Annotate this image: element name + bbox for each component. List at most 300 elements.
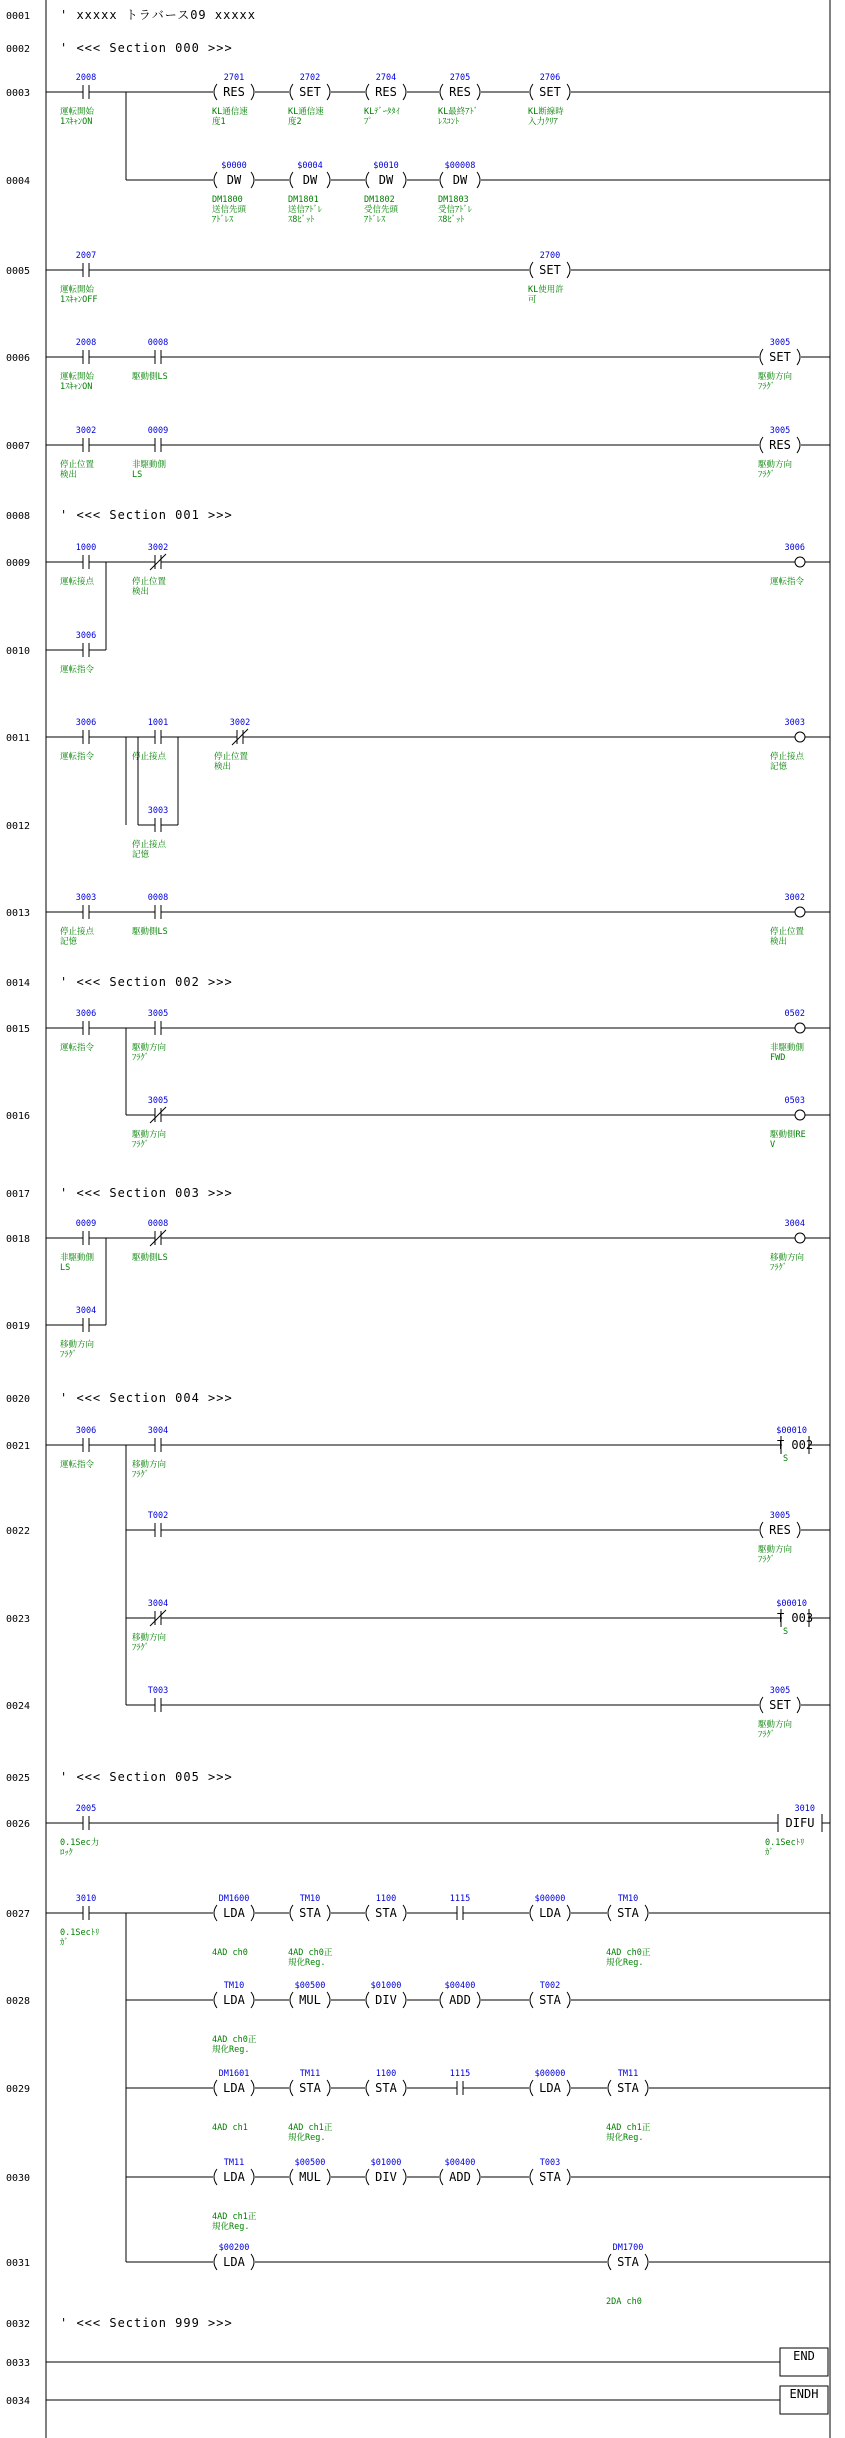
output-coil bbox=[770, 718, 805, 772]
no-contact bbox=[148, 1511, 168, 1537]
instruction-coil bbox=[363, 2069, 409, 2096]
instruction-coil bbox=[211, 161, 257, 225]
coil-left-arc bbox=[214, 84, 217, 100]
device-address: $00200 bbox=[218, 2243, 250, 2253]
device-comment: ﾌﾗｸﾞ bbox=[770, 1263, 788, 1273]
device-comment: 運転開始 bbox=[60, 372, 95, 382]
device-comment: 移動方向 bbox=[132, 1633, 167, 1643]
no-contact bbox=[60, 426, 96, 480]
coil-right-arc bbox=[403, 1992, 406, 2008]
device-address: 3002 bbox=[75, 426, 97, 436]
device-address: $0000 bbox=[221, 161, 247, 171]
rung-0018 bbox=[6, 1219, 830, 1360]
no-contact bbox=[131, 893, 168, 937]
device-comment: 可 bbox=[528, 295, 537, 305]
device-comment: 停止位置 bbox=[60, 460, 95, 470]
instruction-name: SET bbox=[539, 263, 561, 277]
coil-right-arc bbox=[403, 2169, 406, 2185]
coil-symbol bbox=[795, 907, 805, 917]
coil-left-arc bbox=[366, 1992, 369, 2008]
device-comment: 送信先頭 bbox=[212, 205, 247, 215]
instruction-coil bbox=[287, 2158, 333, 2185]
coil-left-arc bbox=[290, 2169, 293, 2185]
rung-number: 0025 bbox=[6, 1773, 31, 1784]
nc-contact bbox=[132, 1599, 168, 1653]
device-address: DM1600 bbox=[218, 1894, 250, 1904]
device-address: 3010 bbox=[75, 1894, 97, 1904]
rung-number: 0019 bbox=[6, 1321, 31, 1332]
device-comment: S bbox=[783, 1627, 789, 1637]
device-comment: 停止位置 bbox=[214, 752, 249, 762]
device-address: 2700 bbox=[539, 251, 561, 261]
device-comment: ｱﾄﾞﾚｽ bbox=[364, 215, 386, 225]
device-address: $0010 bbox=[373, 161, 399, 171]
no-contact bbox=[60, 1804, 99, 1858]
rung-number: 0017 bbox=[6, 1189, 31, 1200]
rung-number: 0009 bbox=[6, 558, 31, 569]
rung-number: 0032 bbox=[6, 2319, 31, 2330]
output-coil bbox=[770, 1219, 805, 1273]
device-address: 1100 bbox=[375, 1894, 397, 1904]
instruction-name: SET bbox=[539, 85, 561, 99]
rung-number: 0015 bbox=[6, 1024, 31, 1035]
device-comment: KL最終ｱﾄﾞ bbox=[438, 107, 478, 117]
device-address: 3006 bbox=[75, 631, 97, 641]
coil-right-arc bbox=[327, 1992, 330, 2008]
device-comment: ﾌﾟ bbox=[364, 117, 373, 127]
device-address: $00500 bbox=[294, 2158, 326, 2168]
no-contact bbox=[60, 718, 96, 762]
rung-0025 bbox=[6, 1770, 233, 1784]
section-comment: ' xxxxx トラバース09 xxxxx bbox=[60, 8, 256, 22]
rung-number: 0020 bbox=[6, 1394, 31, 1405]
coil-symbol bbox=[795, 1023, 805, 1033]
device-address: $00500 bbox=[294, 1981, 326, 1991]
coil-right-arc bbox=[567, 2169, 570, 2185]
section-comment: ' <<< Section 999 >>> bbox=[60, 2316, 233, 2330]
device-address: $00000 bbox=[534, 2069, 566, 2079]
instruction-coil bbox=[437, 1981, 483, 2008]
rung-number: 0001 bbox=[6, 11, 31, 22]
coil-left-arc bbox=[214, 2254, 217, 2270]
device-comment: 4AD ch1 bbox=[212, 2123, 248, 2133]
device-comment: LS bbox=[60, 1263, 71, 1273]
coil-right-arc bbox=[567, 262, 570, 278]
device-comment: 4AD ch1正 bbox=[288, 2123, 333, 2133]
instruction-coil bbox=[287, 73, 333, 127]
coil-right-arc bbox=[797, 437, 800, 453]
rung-number: 0033 bbox=[6, 2358, 31, 2369]
device-address: 1115 bbox=[449, 1894, 471, 1904]
rung-number: 0031 bbox=[6, 2258, 31, 2269]
device-address: 1100 bbox=[375, 2069, 397, 2079]
instruction-name: STA bbox=[299, 2081, 321, 2095]
instruction-coil bbox=[437, 161, 483, 225]
device-comment: 運転開始 bbox=[60, 107, 95, 117]
rung-number: 0011 bbox=[6, 733, 31, 744]
section-comment: ' <<< Section 005 >>> bbox=[60, 1770, 233, 1784]
device-comment: 運転指令 bbox=[60, 1460, 95, 1470]
device-comment: ﾌﾗｸﾞ bbox=[132, 1643, 150, 1653]
no-contact bbox=[60, 543, 96, 587]
device-comment: 送信ｱﾄﾞﾚ bbox=[288, 205, 323, 215]
coil-right-arc bbox=[327, 2169, 330, 2185]
coil-right-arc bbox=[645, 2254, 648, 2270]
section-comment: ' <<< Section 003 >>> bbox=[60, 1186, 233, 1200]
coil-right-arc bbox=[477, 2169, 480, 2185]
no-contact bbox=[60, 338, 96, 392]
coil-left-arc bbox=[366, 2169, 369, 2185]
device-comment: 受信ｱﾄﾞﾚ bbox=[438, 205, 473, 215]
device-comment: ﾌﾗｸﾞ bbox=[132, 1470, 150, 1480]
coil-right-arc bbox=[797, 1522, 800, 1538]
device-comment: 0.1Secﾄﾘ bbox=[60, 1928, 100, 1938]
rung-0021 bbox=[6, 1426, 830, 1740]
instruction-name: SET bbox=[299, 85, 321, 99]
instruction-coil bbox=[757, 1686, 803, 1740]
coil-symbol bbox=[795, 732, 805, 742]
device-address: $01000 bbox=[370, 1981, 402, 1991]
device-address: 3005 bbox=[769, 426, 791, 436]
instruction-name: STA bbox=[539, 1993, 561, 2007]
no-contact bbox=[60, 893, 96, 947]
device-address: 1001 bbox=[147, 718, 169, 728]
device-comment: 4AD ch0正 bbox=[288, 1948, 333, 1958]
device-address: 3006 bbox=[75, 1426, 97, 1436]
device-address: 3004 bbox=[75, 1306, 97, 1316]
rung-number: 0027 bbox=[6, 1909, 31, 1920]
rung-number: 0018 bbox=[6, 1234, 31, 1245]
no-contact bbox=[131, 1009, 168, 1063]
coil-right-arc bbox=[567, 2080, 570, 2096]
no-contact bbox=[132, 1426, 168, 1480]
device-comment: 非駆動側 bbox=[770, 1043, 805, 1053]
device-comment: 停止位置 bbox=[770, 927, 805, 937]
rung-0001 bbox=[6, 8, 256, 22]
device-comment: 運転指令 bbox=[60, 1043, 95, 1053]
coil-symbol bbox=[795, 557, 805, 567]
device-comment: KLﾃﾞｰﾀﾀｲ bbox=[364, 107, 400, 117]
rung-0009 bbox=[6, 543, 830, 675]
device-address: 0009 bbox=[75, 1219, 97, 1229]
rung-0026 bbox=[6, 1804, 830, 1858]
instruction-coil bbox=[527, 73, 573, 127]
coil-right-arc bbox=[251, 2169, 254, 2185]
device-comment: 記憶 bbox=[60, 937, 78, 947]
instruction-coil bbox=[211, 1981, 257, 2055]
device-address: $0004 bbox=[297, 161, 323, 171]
instruction-name: STA bbox=[539, 2170, 561, 2184]
instruction-coil bbox=[437, 2158, 483, 2185]
device-comment: 2DA ch0 bbox=[606, 2297, 642, 2307]
coil-right-arc bbox=[327, 2080, 330, 2096]
instruction-coil bbox=[757, 1511, 803, 1565]
rung-number: 0007 bbox=[6, 441, 31, 452]
device-comment: 停止接点 bbox=[770, 752, 805, 762]
device-comment: KL通信速 bbox=[288, 107, 324, 117]
rung-0020 bbox=[6, 1391, 233, 1405]
section-comment: ' <<< Section 002 >>> bbox=[60, 975, 233, 989]
rung-0027 bbox=[6, 1894, 830, 2307]
device-comment: 運転指令 bbox=[60, 752, 95, 762]
timer bbox=[776, 1599, 813, 1637]
coil-left-arc bbox=[214, 172, 217, 188]
instruction-coil bbox=[211, 2243, 257, 2270]
device-address: 3002 bbox=[229, 718, 251, 728]
device-address: 0008 bbox=[147, 338, 169, 348]
device-comment: ﾌﾗｸﾞ bbox=[132, 1140, 150, 1150]
end-instruction: ENDH bbox=[789, 2387, 819, 2401]
device-comment: 4AD ch0正 bbox=[212, 2035, 257, 2045]
rung-number: 0028 bbox=[6, 1996, 31, 2007]
rung-number: 0034 bbox=[6, 2396, 31, 2407]
timer-preset: $00010 bbox=[776, 1599, 807, 1609]
device-comment: 駆動側LS bbox=[132, 927, 168, 937]
rung-number: 0008 bbox=[6, 511, 31, 522]
coil-left-arc bbox=[760, 349, 763, 365]
device-address: 3004 bbox=[147, 1426, 169, 1436]
rung-number: 0026 bbox=[6, 1819, 31, 1830]
coil-right-arc bbox=[251, 1905, 254, 1921]
device-comment: ｶﾞ bbox=[60, 1938, 69, 1948]
device-address: TM10 bbox=[223, 1981, 245, 1991]
coil-right-arc bbox=[403, 84, 406, 100]
instruction-name: LDA bbox=[539, 1906, 561, 1920]
coil-left-arc bbox=[608, 2080, 611, 2096]
device-address: DM1700 bbox=[612, 2243, 644, 2253]
instruction-name: RES bbox=[769, 438, 791, 452]
instruction-coil bbox=[211, 73, 257, 127]
device-comment: 非駆動側 bbox=[132, 460, 167, 470]
device-comment: 記憶 bbox=[770, 762, 788, 772]
device-comment: 駆動方向 bbox=[758, 460, 793, 470]
device-address: 2008 bbox=[75, 338, 97, 348]
device-address: 3006 bbox=[75, 718, 97, 728]
device-address: 3003 bbox=[75, 893, 97, 903]
device-comment: 駆動側LS bbox=[132, 372, 168, 382]
device-address: 3006 bbox=[75, 1009, 97, 1019]
rung-number: 0003 bbox=[6, 88, 31, 99]
coil-right-arc bbox=[403, 172, 406, 188]
device-comment: 停止位置 bbox=[132, 577, 167, 587]
no-contact bbox=[60, 1426, 96, 1470]
rung-number: 0016 bbox=[6, 1111, 31, 1122]
device-address: T003 bbox=[147, 1686, 169, 1696]
device-address: 3005 bbox=[769, 1511, 791, 1521]
no-contact bbox=[60, 1009, 96, 1053]
coil-left-arc bbox=[214, 1992, 217, 2008]
instruction-name: LDA bbox=[223, 2081, 245, 2095]
device-address: 3005 bbox=[147, 1009, 169, 1019]
rung-number: 0022 bbox=[6, 1526, 31, 1537]
device-comment: 駆動方向 bbox=[132, 1130, 167, 1140]
instruction-coil bbox=[211, 1894, 257, 1958]
instruction-name: LDA bbox=[223, 1906, 245, 1920]
end-instruction: END bbox=[793, 2349, 815, 2363]
no-contact bbox=[148, 1686, 168, 1712]
rung-number: 0002 bbox=[6, 44, 31, 55]
section-comment: ' <<< Section 004 >>> bbox=[60, 1391, 233, 1405]
coil-right-arc bbox=[251, 2080, 254, 2096]
device-address: 2007 bbox=[75, 251, 97, 261]
device-comment: 移動方向 bbox=[60, 1340, 95, 1350]
device-address: 3004 bbox=[784, 1219, 805, 1229]
device-comment: KL使用許 bbox=[528, 285, 564, 295]
coil-left-arc bbox=[608, 2254, 611, 2270]
coil-symbol bbox=[795, 1233, 805, 1243]
device-comment: V bbox=[770, 1140, 776, 1150]
device-comment: 1ｽｷｬﾝON bbox=[60, 117, 93, 127]
device-comment: 移動方向 bbox=[132, 1460, 167, 1470]
rung-number: 0029 bbox=[6, 2084, 31, 2095]
coil-left-arc bbox=[440, 172, 443, 188]
timer-name: T 002 bbox=[776, 1438, 814, 1452]
no-contact bbox=[132, 806, 168, 860]
instruction-coil bbox=[527, 2069, 573, 2096]
timer-name: T 003 bbox=[776, 1611, 814, 1625]
device-comment: 駆動方向 bbox=[758, 1545, 793, 1555]
device-comment: ｱﾄﾞﾚｽ bbox=[212, 215, 234, 225]
device-comment: 4AD ch1正 bbox=[606, 2123, 651, 2133]
device-comment: ﾚｽｺﾝﾄ bbox=[438, 117, 460, 127]
coil-right-arc bbox=[403, 1905, 406, 1921]
function-box bbox=[765, 1804, 822, 1858]
device-address: 2005 bbox=[75, 1804, 97, 1814]
instruction-coil bbox=[287, 1981, 333, 2008]
no-contact bbox=[132, 426, 168, 480]
device-address: T002 bbox=[539, 1981, 561, 1991]
device-comment: 規化Reg. bbox=[212, 2222, 250, 2232]
device-comment: 4AD ch0 bbox=[212, 1948, 248, 1958]
device-comment: 駆動方向 bbox=[758, 1720, 793, 1730]
instruction-coil bbox=[287, 2069, 333, 2143]
coil-left-arc bbox=[290, 1992, 293, 2008]
instruction-name: STA bbox=[375, 2081, 397, 2095]
device-address: 3003 bbox=[147, 806, 169, 816]
instruction-coil bbox=[363, 1894, 409, 1921]
instruction-coil bbox=[363, 73, 409, 127]
coil-right-arc bbox=[567, 84, 570, 100]
device-address: 1000 bbox=[75, 543, 97, 553]
device-comment: ﾌﾗｸﾞ bbox=[758, 382, 776, 392]
coil-left-arc bbox=[530, 1905, 533, 1921]
no-contact bbox=[60, 631, 96, 675]
nc-contact bbox=[132, 543, 168, 597]
coil-left-arc bbox=[366, 2080, 369, 2096]
coil-right-arc bbox=[645, 2080, 648, 2096]
instruction-coil bbox=[363, 2158, 409, 2185]
no-contact bbox=[131, 338, 168, 382]
device-comment: 停止接点 bbox=[60, 927, 95, 937]
no-contact bbox=[132, 718, 168, 762]
device-comment: 停止接点 bbox=[132, 840, 167, 850]
section-comment: ' <<< Section 000 >>> bbox=[60, 41, 233, 55]
device-comment: 運転接点 bbox=[60, 577, 95, 587]
coil-left-arc bbox=[214, 1905, 217, 1921]
instruction-coil bbox=[605, 2069, 651, 2143]
no-contact bbox=[450, 1894, 470, 1920]
nc-contact bbox=[131, 1219, 168, 1263]
coil-right-arc bbox=[797, 1697, 800, 1713]
instruction-name: STA bbox=[375, 1906, 397, 1920]
instruction-name: DW bbox=[452, 173, 468, 187]
device-comment: 駆動方向 bbox=[758, 372, 793, 382]
device-comment: 度1 bbox=[212, 117, 226, 127]
device-comment: 駆動側RE bbox=[770, 1130, 806, 1140]
instruction-name: DW bbox=[378, 173, 394, 187]
device-address: 3006 bbox=[784, 543, 805, 553]
rung-number: 0013 bbox=[6, 908, 31, 919]
rung-number: 0030 bbox=[6, 2173, 31, 2184]
instruction-name: LDA bbox=[539, 2081, 561, 2095]
instruction-coil bbox=[211, 2158, 257, 2232]
device-address: 3005 bbox=[769, 1686, 791, 1696]
device-comment: DM1801 bbox=[288, 195, 319, 205]
coil-right-arc bbox=[645, 1905, 648, 1921]
rung-number: 0004 bbox=[6, 176, 31, 187]
instruction-name: DW bbox=[302, 173, 318, 187]
device-address: 2008 bbox=[75, 73, 97, 83]
device-comment: LS bbox=[132, 470, 143, 480]
coil-left-arc bbox=[530, 262, 533, 278]
instruction-coil bbox=[605, 1894, 651, 1968]
device-comment: 0.1Secﾄﾘ bbox=[765, 1838, 805, 1848]
device-address: 2704 bbox=[375, 73, 397, 83]
device-address: 2705 bbox=[449, 73, 471, 83]
device-comment: 移動方向 bbox=[770, 1253, 805, 1263]
device-comment: 規化Reg. bbox=[288, 1958, 326, 1968]
device-comment: 1ｽｷｬﾝOFF bbox=[60, 295, 98, 305]
coil-left-arc bbox=[530, 2169, 533, 2185]
rung-0017 bbox=[6, 1186, 233, 1200]
device-comment: ﾛｯｸ bbox=[60, 1848, 73, 1858]
device-comment: ｽ8ﾋﾞｯﾄ bbox=[438, 215, 465, 225]
device-comment: 運転指令 bbox=[770, 577, 805, 587]
instruction-coil bbox=[363, 161, 409, 225]
instruction-name: LDA bbox=[223, 2170, 245, 2184]
device-address: TM10 bbox=[617, 1894, 639, 1904]
coil-left-arc bbox=[214, 2169, 217, 2185]
device-comment: 記憶 bbox=[132, 850, 150, 860]
device-comment: 4AD ch0正 bbox=[606, 1948, 651, 1958]
instruction-name: ADD bbox=[449, 2170, 471, 2184]
device-address: 0503 bbox=[784, 1096, 805, 1106]
coil-left-arc bbox=[290, 172, 293, 188]
output-coil bbox=[769, 1096, 806, 1150]
device-address: T003 bbox=[539, 2158, 561, 2168]
device-address: $00008 bbox=[444, 161, 476, 171]
device-address: 3005 bbox=[769, 338, 791, 348]
coil-right-arc bbox=[797, 349, 800, 365]
rung-0005 bbox=[6, 251, 830, 305]
instruction-name: RES bbox=[375, 85, 397, 99]
device-address: 3004 bbox=[147, 1599, 169, 1609]
device-comment: DM1803 bbox=[438, 195, 469, 205]
rung-0034 bbox=[6, 2386, 828, 2414]
instruction-name: DW bbox=[226, 173, 242, 187]
device-address: 3002 bbox=[784, 893, 805, 903]
device-comment: 度2 bbox=[288, 117, 302, 127]
device-address: TM11 bbox=[617, 2069, 639, 2079]
device-comment: ｽ8ﾋﾞｯﾄ bbox=[288, 215, 315, 225]
device-address: 3005 bbox=[147, 1096, 169, 1106]
device-comment: 0.1Sec力 bbox=[60, 1838, 100, 1848]
instruction-name: LDA bbox=[223, 2255, 245, 2269]
no-contact bbox=[60, 73, 96, 127]
coil-left-arc bbox=[366, 84, 369, 100]
no-contact bbox=[60, 1219, 96, 1273]
no-contact bbox=[60, 251, 97, 305]
